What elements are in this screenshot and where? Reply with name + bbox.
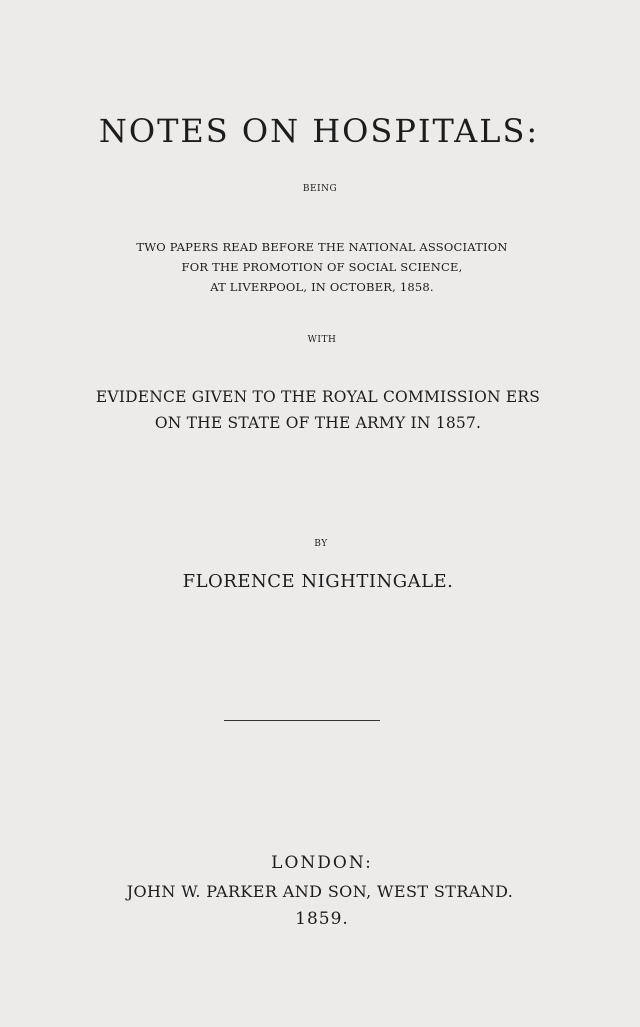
with-label: WITH — [307, 335, 337, 345]
imprint-city: LONDON: — [271, 853, 373, 873]
evidence-line-1: EVIDENCE GIVEN TO THE ROYAL COMMISSION ERS — [95, 388, 541, 406]
divider-rule — [224, 720, 380, 721]
imprint-publisher: JOHN W. PARKER AND SON, WEST STRAND. — [126, 882, 514, 901]
by-label: BY — [314, 539, 328, 549]
book-title: NOTES ON HOSPITALS: — [98, 112, 540, 150]
evidence-line-2: ON THE STATE OF THE ARMY IN 1857. — [154, 414, 482, 432]
papers-description-line-1: TWO PAPERS READ BEFORE THE NATIONAL ASSOCIATION — [136, 240, 508, 254]
being-label: BEING — [302, 184, 338, 194]
papers-description-line-3: AT LIVERPOOL, IN OCTOBER, 1858. — [210, 280, 434, 294]
imprint-year: 1859. — [295, 909, 349, 929]
papers-description-line-2: FOR THE PROMOTION OF SOCIAL SCIENCE, — [181, 260, 463, 274]
author-name: FLORENCE NIGHTINGALE. — [182, 571, 454, 592]
